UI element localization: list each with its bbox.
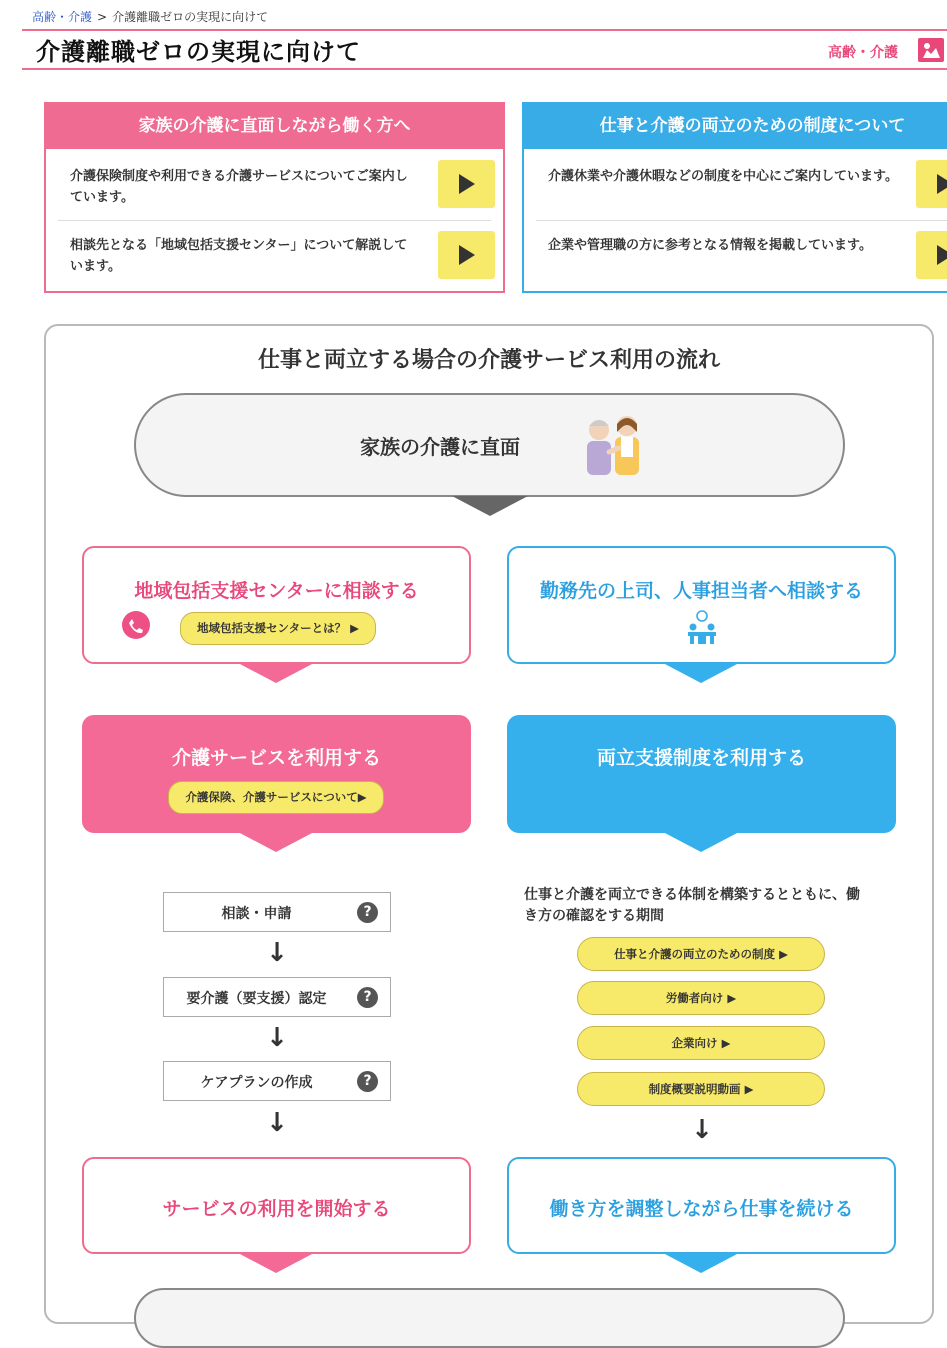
care-insurance-button[interactable]: 介護保険、介護サービスについて▶: [168, 781, 384, 814]
intro-system-item-2-button[interactable]: [916, 231, 947, 279]
flow-arrow-down: [663, 832, 739, 852]
support-period-description: 仕事と介護を両立できる体制を構築するとともに、働き方の確認をする期間: [524, 887, 860, 924]
link-for-workers[interactable]: 労働者向け ▶: [577, 981, 825, 1015]
play-arrow-icon: [937, 245, 947, 265]
meeting-icon: [684, 610, 720, 646]
step-label: ケアプランの作成: [200, 1075, 313, 1091]
step-label: 相談・申請: [221, 906, 292, 922]
use-support-system-box: [507, 715, 896, 833]
use-care-service-title: 介護サービスを利用する: [171, 747, 381, 769]
intro-system-box: [522, 102, 947, 293]
flow-arrow-down: [238, 663, 314, 683]
step-care-certification[interactable]: [163, 977, 391, 1017]
use-care-service-box: [82, 715, 471, 833]
category-label[interactable]: 高齢・介護: [828, 45, 898, 61]
flow-arrow-down: [238, 832, 314, 852]
intro-family-item-2-button[interactable]: [438, 231, 495, 279]
down-arrow-icon: ↓: [266, 938, 288, 968]
flow-title: 仕事と両立する場合の介護サービス利用の流れ: [257, 348, 720, 373]
intro-system-item-1-text: 介護休業や介護休暇などの制度を中心にご案内しています。: [548, 169, 898, 184]
link-for-companies[interactable]: 企業向け ▶: [577, 1026, 825, 1060]
consult-center-title: 地域包括支援センターに相談する: [134, 580, 419, 602]
down-arrow-icon: ↓: [691, 1115, 713, 1145]
intro-family-item-1-button[interactable]: [438, 160, 495, 208]
continue-work-title: 働き方を調整しながら仕事を続ける: [549, 1198, 854, 1220]
flow-start-label: 家族の介護に直面: [360, 435, 520, 459]
flow-arrow-down: [663, 1253, 739, 1273]
flow-arrow-down: [238, 1253, 314, 1273]
step-consult-apply[interactable]: [163, 892, 391, 932]
intro-family-heading: 家族の介護に直面しながら働く方へ: [46, 104, 503, 149]
link-work-care-system[interactable]: 仕事と介護の両立のための制度 ▶: [577, 937, 825, 971]
play-arrow-icon: [459, 174, 475, 194]
intro-system-heading: 仕事と介護の両立のための制度について: [524, 104, 947, 149]
intro-family-box: [44, 102, 505, 293]
use-support-system-title: 両立支援制度を利用する: [596, 747, 806, 769]
consult-center-box: [82, 546, 471, 664]
breadcrumb-separator: >: [97, 10, 108, 24]
header-top-rule: [22, 29, 947, 31]
start-service-title: サービスの利用を開始する: [162, 1198, 391, 1220]
down-arrow-icon: ↓: [266, 1108, 288, 1138]
question-icon[interactable]: ?: [357, 902, 378, 923]
consult-boss-title: 勤務先の上司、人事担当者へ相談する: [539, 580, 863, 602]
down-arrow-icon: ↓: [266, 1023, 288, 1053]
step-care-plan[interactable]: [163, 1061, 391, 1101]
flow-arrow-down: [452, 496, 528, 516]
divider: [58, 220, 491, 221]
breadcrumb-link-elderly-care[interactable]: 高齢・介護: [32, 10, 93, 24]
phone-icon: [122, 611, 150, 639]
header-bottom-rule: [22, 68, 947, 70]
play-arrow-icon: [459, 245, 475, 265]
divider: [536, 220, 947, 221]
center-info-button[interactable]: 地域包括支援センターとは？ ▶: [180, 612, 376, 645]
continue-work-box: [507, 1157, 896, 1254]
category-elderly-icon[interactable]: [918, 38, 944, 62]
play-arrow-icon: [937, 174, 947, 194]
question-icon[interactable]: ?: [357, 1071, 378, 1092]
caregiver-illustration-icon: [575, 412, 655, 482]
consult-boss-box: [507, 546, 896, 664]
start-service-box: [82, 1157, 471, 1254]
step-label: 要介護（要支援）認定: [186, 991, 327, 1007]
breadcrumb-current: 介護離職ゼロの実現に向けて: [112, 10, 269, 24]
link-system-video[interactable]: 制度概要説明動画 ▶: [577, 1072, 825, 1106]
page-title: 介護離職ゼロの実現に向けて: [36, 38, 361, 66]
flow-next-pill: [134, 1288, 845, 1348]
question-icon[interactable]: ?: [357, 987, 378, 1008]
intro-family-item-2-text: 相談先となる「地域包括支援センター」について解説しています。: [70, 238, 408, 274]
flow-arrow-down: [663, 663, 739, 683]
intro-system-item-1-button[interactable]: [916, 160, 947, 208]
breadcrumb: [32, 8, 268, 25]
intro-system-item-2-text: 企業や管理職の方に参考となる情報を掲載しています。: [548, 238, 872, 253]
intro-family-item-1-text: 介護保険制度や利用できる介護サービスについてご案内しています。: [70, 169, 408, 205]
